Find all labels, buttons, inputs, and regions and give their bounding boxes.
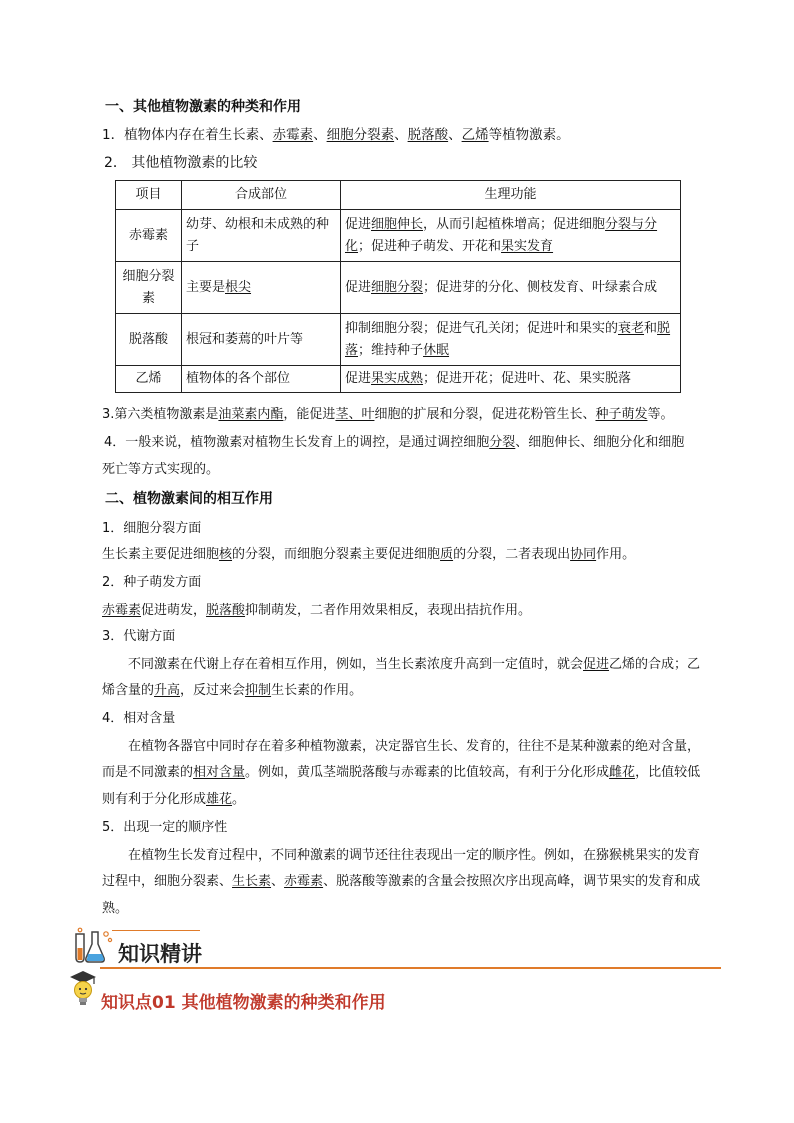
synthesis-site: 幼芽、幼根和未成熟的种子 bbox=[182, 210, 341, 262]
text: 作用。 bbox=[596, 547, 636, 562]
knowledge-section-title: 知识精讲 bbox=[118, 942, 202, 966]
text: 促进 bbox=[345, 371, 372, 386]
header-function: 生理功能 bbox=[341, 181, 681, 210]
table-row bbox=[116, 366, 681, 393]
text: 。 bbox=[232, 792, 246, 807]
keyword: 细胞分裂 bbox=[371, 279, 424, 295]
text: 等植物激素。 bbox=[488, 127, 570, 143]
keyword: 脱落酸 bbox=[206, 603, 246, 618]
text: 、 bbox=[448, 127, 462, 143]
text: 而是不同激素的 bbox=[102, 765, 194, 780]
text: ，从而引起植株增高；促进细胞 bbox=[423, 216, 606, 232]
text: 过程中，细胞分裂素、 bbox=[102, 874, 233, 889]
keyword: 雄花 bbox=[206, 792, 233, 807]
text: 、 bbox=[313, 127, 327, 143]
keyword: 核 bbox=[219, 547, 233, 562]
section-heading-1: 一、其他植物激素的种类和作用 bbox=[105, 99, 301, 115]
text: 3.第六类植物激素是 bbox=[102, 407, 219, 422]
hormone-name: 赤霉素 bbox=[116, 210, 182, 262]
text: 生长素主要促进细胞 bbox=[102, 547, 220, 562]
text: 促进萌发， bbox=[141, 603, 207, 618]
text: 和 bbox=[644, 320, 658, 336]
text-3-line-2 bbox=[102, 678, 362, 704]
hormone-name: 乙烯 bbox=[116, 366, 182, 393]
text: 4．一般来说，植物激素对植物生长发育上的调控，是通过调控细胞 bbox=[104, 435, 490, 450]
flask-icon bbox=[70, 926, 114, 966]
text: 、细胞伸长、细胞分化和细胞 bbox=[515, 435, 685, 450]
table-row bbox=[116, 262, 681, 314]
text-4-line-1: 在植物各器官中同时存在着多种植物激素，决定器官生长、发育的，往往不是某种激素的绝对含量， bbox=[128, 739, 701, 754]
paragraph-4-line-2: 死亡等方式实现的。 bbox=[102, 462, 220, 477]
keyword: 相对含量 bbox=[193, 765, 246, 780]
text-5-line-2 bbox=[102, 869, 700, 895]
section-divider bbox=[100, 967, 721, 969]
text: 则有利于分化形成 bbox=[102, 792, 207, 807]
keyword: 分裂 bbox=[489, 435, 516, 450]
keyword: 油菜素内酯 bbox=[218, 407, 284, 422]
text: 促进 bbox=[345, 216, 372, 232]
text-1 bbox=[102, 542, 635, 568]
keyword: 种子萌发 bbox=[595, 407, 648, 422]
text: 生长素的作用。 bbox=[271, 683, 363, 698]
keyword: 脱落 bbox=[345, 320, 671, 358]
keyword: 分裂与分化 bbox=[345, 216, 658, 254]
text: 主要是 bbox=[186, 279, 226, 295]
text: ；维持种子 bbox=[358, 342, 424, 358]
synthesis-site: 植物体的各个部位 bbox=[182, 366, 341, 393]
keyword: 赤霉素 bbox=[102, 603, 142, 618]
keyword: 休眠 bbox=[423, 342, 450, 358]
section-heading-2: 二、植物激素间的相互作用 bbox=[105, 491, 273, 507]
text: 的分裂，二者表现出 bbox=[453, 547, 571, 562]
text-4-line-2 bbox=[102, 760, 700, 786]
text-3-line-1 bbox=[128, 652, 700, 678]
table-header-row bbox=[116, 181, 681, 210]
text: 乙烯的合成；乙 bbox=[609, 657, 701, 672]
keyword: 生长素 bbox=[232, 874, 272, 889]
subheading-2: 2．种子萌发方面 bbox=[102, 575, 202, 590]
text-4-line-3 bbox=[102, 787, 245, 813]
text: 烯含量的 bbox=[102, 683, 155, 698]
text: 抑制细胞分裂；促进气孔关闭；促进叶和果实的 bbox=[345, 320, 619, 336]
hormone-name: 脱落酸 bbox=[116, 314, 182, 366]
subheading-3: 3．代谢方面 bbox=[102, 629, 176, 644]
subheading-4: 4．相对含量 bbox=[102, 711, 176, 726]
keyword: 根尖 bbox=[225, 279, 252, 295]
text: 细胞的扩展和分裂，促进花粉管生长、 bbox=[374, 407, 596, 422]
paragraph-3 bbox=[102, 402, 674, 428]
text-2 bbox=[102, 598, 531, 624]
lightbulb-graduate-icon bbox=[66, 970, 100, 1010]
synthesis-site bbox=[182, 262, 341, 314]
text: 不同激素在代谢上存在着相互作用，例如，当生长素浓度升高到一定值时，就会 bbox=[128, 657, 584, 672]
paragraph-4-line-1 bbox=[104, 430, 684, 456]
text: 、 bbox=[271, 874, 285, 889]
text-5-line-1: 在植物生长发育过程中，不同种激素的调节还往往表现出一定的顺序性。例如，在猕猴桃果实的发育 bbox=[128, 848, 701, 863]
table-row bbox=[116, 314, 681, 366]
paragraph-2: 2． 其他植物激素的比较 bbox=[104, 155, 258, 171]
synthesis-site: 根冠和萎蔫的叶片等 bbox=[182, 314, 341, 366]
text: 。例如，黄瓜茎端脱落酸与赤霉素的比值较高，有利于分化形成 bbox=[245, 765, 610, 780]
keyword: 质 bbox=[440, 547, 454, 562]
keyword: 细胞伸长 bbox=[371, 216, 424, 232]
header-item: 项目 bbox=[116, 181, 182, 210]
text: ，比值较低 bbox=[635, 765, 701, 780]
knowledge-point-title: 知识点01 其他植物激素的种类和作用 bbox=[101, 993, 386, 1013]
physiological-function bbox=[341, 262, 681, 314]
text: 1．植物体内存在着生长素、 bbox=[102, 127, 273, 143]
keyword: 细胞分裂素 bbox=[326, 127, 395, 143]
text: ；促进开花；促进叶、花、果实脱落 bbox=[423, 371, 632, 386]
keyword: 茎、叶 bbox=[335, 407, 375, 422]
text: ，反过来会 bbox=[180, 683, 246, 698]
text: 等。 bbox=[647, 407, 674, 422]
hormone-name: 细胞分裂素 bbox=[116, 262, 182, 314]
text: 、脱落酸等激素的含量会按照次序出现高峰，调节果实的发育和成 bbox=[323, 874, 701, 889]
text: ，能促进 bbox=[283, 407, 336, 422]
paragraph-1 bbox=[102, 122, 570, 148]
table-row bbox=[116, 210, 681, 262]
physiological-function bbox=[341, 210, 681, 262]
subheading-5: 5．出现一定的顺序性 bbox=[102, 820, 228, 835]
keyword: 抑制 bbox=[245, 683, 272, 698]
subheading-1: 1．细胞分裂方面 bbox=[102, 521, 202, 536]
keyword: 脱落酸 bbox=[407, 127, 449, 143]
text: ；促进芽的分化、侧枝发育、叶绿素合成 bbox=[423, 279, 658, 295]
keyword: 雌花 bbox=[609, 765, 636, 780]
keyword: 果实成熟 bbox=[371, 371, 424, 386]
keyword: 升高 bbox=[154, 683, 181, 698]
keyword: 协同 bbox=[570, 547, 597, 562]
keyword: 赤霉素 bbox=[284, 874, 324, 889]
physiological-function bbox=[341, 314, 681, 366]
text: 抑制萌发，二者作用效果相反，表现出拮抗作用。 bbox=[245, 603, 532, 618]
keyword: 果实发育 bbox=[501, 238, 554, 254]
header-site: 合成部位 bbox=[182, 181, 341, 210]
text-5-line-3: 熟。 bbox=[102, 901, 129, 916]
keyword: 衰老 bbox=[618, 320, 645, 336]
text: 促进 bbox=[345, 279, 372, 295]
hormone-comparison-table bbox=[115, 180, 681, 393]
physiological-function bbox=[341, 366, 681, 393]
keyword: 赤霉素 bbox=[272, 127, 314, 143]
text: 、 bbox=[394, 127, 408, 143]
text: 的分裂，而细胞分裂素主要促进细胞 bbox=[232, 547, 441, 562]
text: ；促进种子萌发、开花和 bbox=[358, 238, 502, 254]
keyword: 促进 bbox=[583, 657, 610, 672]
keyword: 乙烯 bbox=[461, 127, 489, 143]
section-title-overline bbox=[112, 930, 200, 931]
